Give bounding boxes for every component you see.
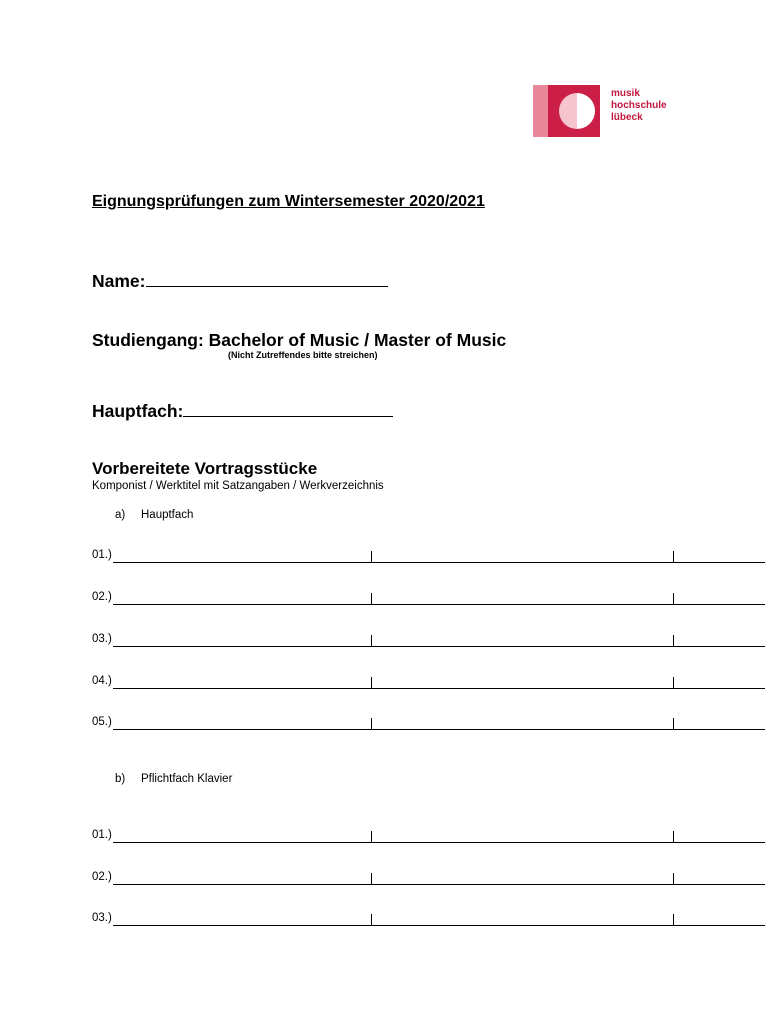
list-b-row-1[interactable] (92, 829, 673, 845)
row-number: 04.) (92, 675, 112, 687)
logo-wordmark (611, 88, 667, 124)
name-label: Name: (92, 271, 146, 291)
hauptfach-field-row (92, 401, 393, 422)
list-a-row-2[interactable] (92, 591, 673, 607)
list-a-row-1[interactable] (92, 549, 673, 565)
musikhochschule-logo (533, 85, 676, 137)
list-a-row-4[interactable] (92, 675, 673, 691)
row-number: 03.) (92, 912, 112, 924)
row-number: 02.) (92, 591, 112, 603)
list-a-row-5[interactable] (92, 716, 673, 732)
studiengang-note: (Nicht Zutreffendes bitte streichen) (228, 350, 378, 360)
list-a-label: Hauptfach (141, 509, 194, 521)
row-number: 03.) (92, 633, 112, 645)
list-b-label: Pflichtfach Klavier (141, 773, 233, 785)
hauptfach-field[interactable] (183, 402, 393, 417)
list-a-heading (115, 509, 193, 521)
page-title: Eignungsprüfungen zum Wintersemester 2020/2021 (92, 193, 485, 210)
section-subtitle: Komponist / Werktitel mit Satzangaben / Werkverzeichnis (92, 480, 384, 492)
list-a-marker: a) (115, 509, 126, 521)
row-number: 05.) (92, 716, 112, 728)
row-number: 01.) (92, 549, 112, 561)
name-field[interactable] (146, 272, 388, 287)
name-field-row (92, 271, 388, 292)
list-a-row-3[interactable] (92, 633, 673, 649)
list-b-marker: b) (115, 773, 126, 785)
logo-line-3: lübeck (611, 112, 643, 123)
row-number: 01.) (92, 829, 112, 841)
logo-circle-icon (559, 93, 595, 129)
logo-line-2: hochschule (611, 100, 667, 111)
logo-line-1: musik (611, 88, 640, 99)
list-b-row-2[interactable] (92, 871, 673, 887)
list-b-heading (115, 773, 232, 785)
list-b-row-3[interactable] (92, 912, 673, 928)
section-title: Vorbereitete Vortragsstücke (92, 459, 318, 478)
logo-block (548, 85, 600, 137)
hauptfach-label: Hauptfach: (92, 401, 184, 421)
studiengang-line: Studiengang: Bachelor of Music / Master of Music (92, 330, 507, 350)
logo-bar-light (533, 85, 548, 137)
row-number: 02.) (92, 871, 112, 883)
